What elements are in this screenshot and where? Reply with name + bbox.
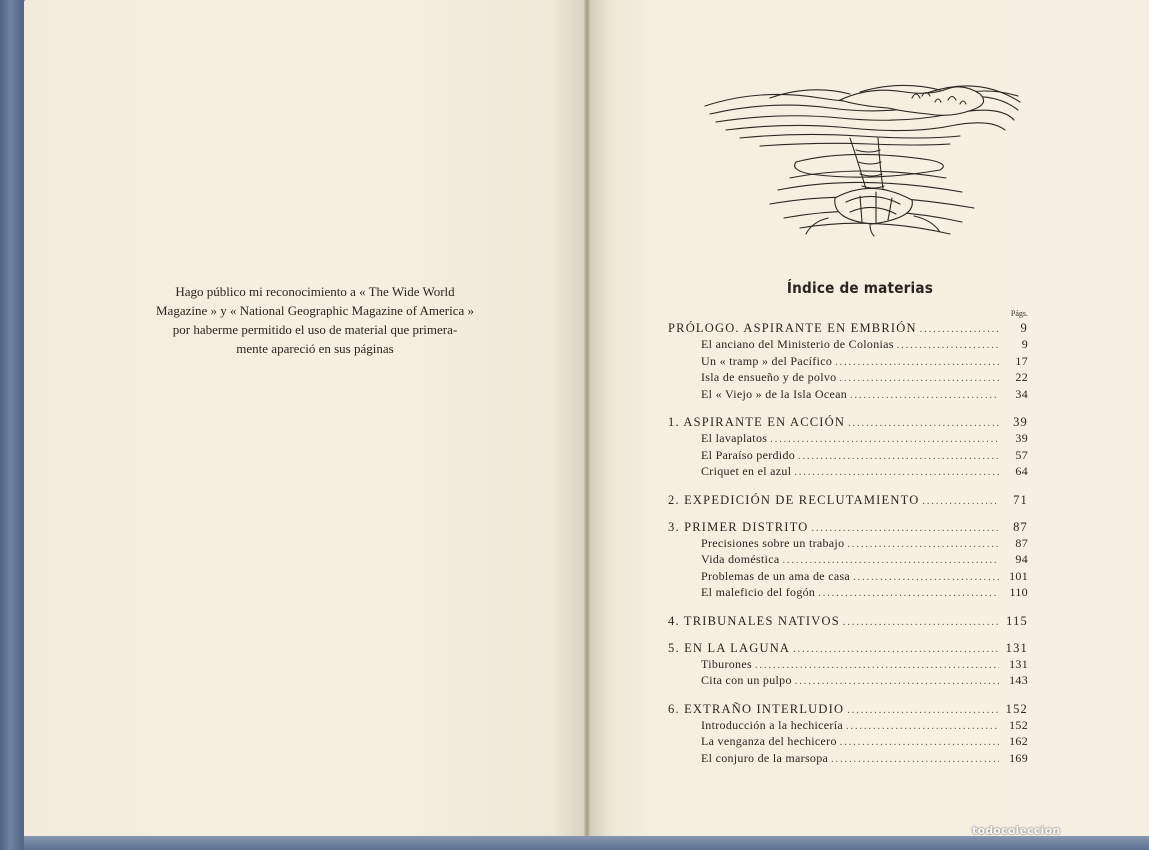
toc-subentry: Cita con un pulpo ..... 143 (668, 673, 1028, 690)
acknowledgement-line: mente apareció en sus páginas (236, 341, 394, 356)
toc-subentry: Isla de ensueño y de polvo ..... 22 (668, 370, 1028, 387)
toc-subentry: El conjuro de la marsopa ..... 169 (668, 751, 1028, 768)
toc-subentry: Problemas de un ama de casa ..... 101 (668, 569, 1028, 586)
toc-subentry: La venganza del hechicero ..... 162 (668, 734, 1028, 751)
toc-chapter: 1. ASPIRANTE EN ACCIÓN ..... 39 (668, 415, 1028, 431)
acknowledgement-text (120, 282, 510, 358)
book-gutter (584, 0, 590, 838)
book-cover-edge (24, 836, 1149, 850)
toc-chapter: PRÓLOGO. ASPIRANTE EN EMBRIÓN ..... 9 (668, 321, 1028, 337)
toc-chapter: 2. EXPEDICIÓN DE RECLUTAMIENTO ..... 71 (668, 493, 1028, 509)
toc-subentry: El anciano del Ministerio de Colonias ..... 9 (668, 337, 1028, 354)
toc-subentry: El lavaplatos ..... 39 (668, 431, 1028, 448)
table-of-contents (668, 321, 1028, 767)
toc-subentry: Introducción a la hechicería ..... 152 (668, 718, 1028, 735)
pages-column-header: Págs. (1010, 309, 1028, 318)
acknowledgement-line: Hago público mi reconocimiento a « The Wide World (175, 284, 455, 299)
left-page (24, 0, 586, 838)
watermark: todocoleccion (972, 824, 1061, 837)
island-whirlwind-turtle-illustration-icon (700, 78, 1030, 243)
acknowledgement-line: por haberme permitido el uso de material que primera- (172, 322, 458, 337)
toc-subentry: Criquet en el azul ..... 64 (668, 464, 1028, 481)
toc-subentry: El Paraíso perdido ..... 57 (668, 448, 1028, 465)
toc-title: Índice de materias (786, 279, 934, 297)
toc-subentry: Precisiones sobre un trabajo ..... 87 (668, 536, 1028, 553)
toc-chapter: 6. EXTRAÑO INTERLUDIO ..... 152 (668, 702, 1028, 718)
toc-chapter: 4. TRIBUNALES NATIVOS ..... 115 (668, 614, 1028, 630)
toc-subentry: Tiburones ..... 131 (668, 657, 1028, 674)
toc-subentry: Un « tramp » del Pacífico ..... 17 (668, 354, 1028, 371)
toc-chapter: 5. EN LA LAGUNA ..... 131 (668, 641, 1028, 657)
toc-subentry: El maleficio del fogón ..... 110 (668, 585, 1028, 602)
toc-chapter: 3. PRIMER DISTRITO ..... 87 (668, 520, 1028, 536)
toc-subentry: El « Viejo » de la Isla Ocean ..... 34 (668, 387, 1028, 404)
toc-subentry: Vida doméstica ..... 94 (668, 552, 1028, 569)
acknowledgement-line: Magazine » y « National Geographic Magazine of America » (155, 303, 475, 318)
